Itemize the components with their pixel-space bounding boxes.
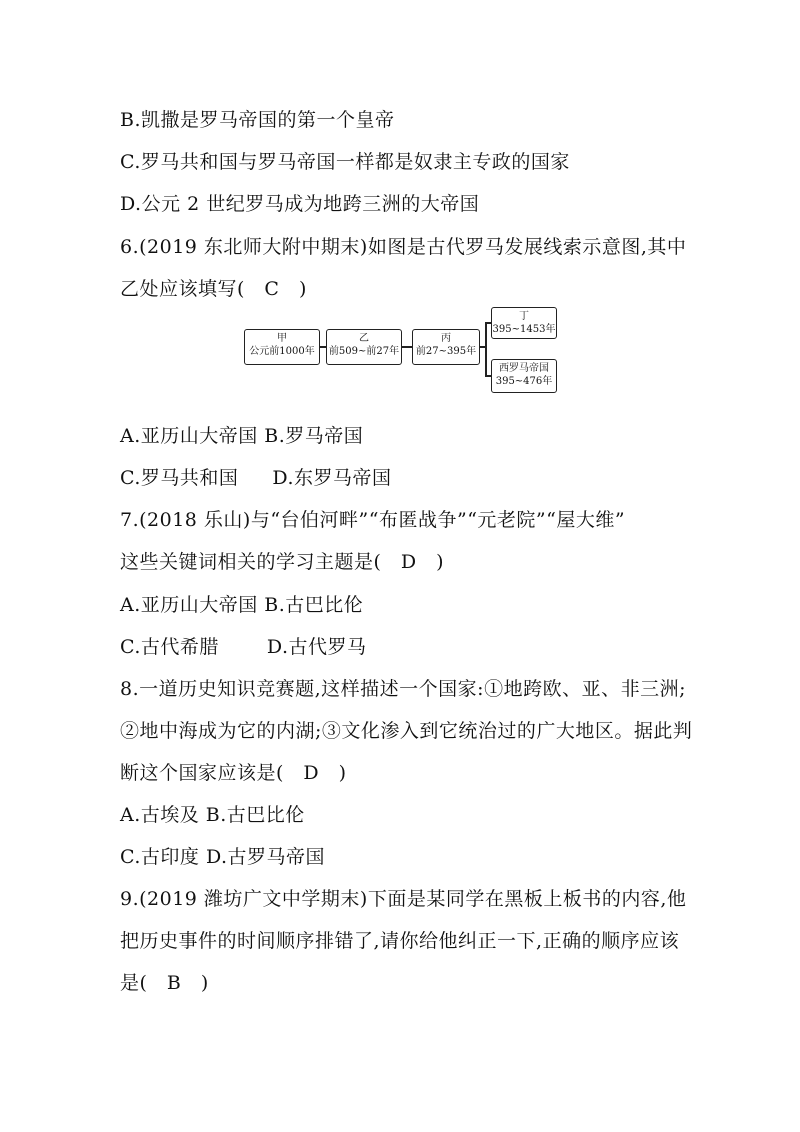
diagram-box-ding bbox=[491, 307, 557, 339]
diagram-box-yi bbox=[326, 329, 402, 365]
box-title: 甲 bbox=[277, 333, 287, 344]
q7-option-c: C.古代希腊 bbox=[120, 636, 219, 658]
box-years: 前27~395年 bbox=[415, 346, 477, 357]
q8-options-row1: A.古埃及 B.古巴比伦 bbox=[120, 804, 305, 826]
q6-option-d: D.东罗马帝国 bbox=[272, 467, 392, 489]
q5-option-d: D.公元 2 世纪罗马成为地跨三洲的大帝国 bbox=[120, 193, 480, 215]
box-years: 公元前1000年 bbox=[249, 346, 315, 357]
box-title: 乙 bbox=[359, 333, 369, 344]
q5-option-b: B.凯撒是罗马帝国的第一个皇帝 bbox=[120, 109, 395, 131]
q9-stem-line1: 9.(2019 潍坊广文中学期末)下面是某同学在黑板上板书的内容,他 bbox=[120, 888, 687, 910]
q8-stem-line2: ②地中海成为它的内湖;③文化渗入到它统治过的广大地区。据此判 bbox=[120, 720, 693, 742]
q6-option-c: C.罗马共和国 bbox=[120, 467, 239, 489]
q7-stem-line2: 这些关键词相关的学习主题是( D ) bbox=[120, 551, 445, 573]
box-title: 西罗马帝国 bbox=[499, 363, 549, 374]
q7-options-row1: A.亚历山大帝国 B.古巴比伦 bbox=[120, 594, 364, 616]
q7-options-row2 bbox=[120, 634, 367, 660]
diagram-box-western-rome bbox=[491, 359, 557, 393]
connector-branch bbox=[485, 322, 487, 376]
q9-stem-line3: 是( B ) bbox=[120, 972, 209, 994]
box-title: 丙 bbox=[441, 333, 451, 344]
q6-stem-line1: 6.(2019 东北师大附中期末)如图是古代罗马发展线索示意图,其中 bbox=[120, 236, 687, 258]
diagram-box-bing bbox=[412, 329, 480, 365]
q7-option-d: D.古代罗马 bbox=[266, 636, 367, 658]
box-title: 丁 bbox=[519, 311, 529, 322]
q7-stem-line1: 7.(2018 乐山)与“台伯河畔”“布匿战争”“元老院”“屋大维” bbox=[120, 509, 626, 531]
box-years: 395~1453年 bbox=[492, 324, 556, 335]
q6-options-row1: A.亚历山大帝国 B.罗马帝国 bbox=[120, 425, 364, 447]
diagram-box-jia bbox=[244, 329, 320, 365]
rome-timeline-diagram bbox=[244, 307, 564, 399]
q5-option-c: C.罗马共和国与罗马帝国一样都是奴隶主专政的国家 bbox=[120, 151, 570, 173]
connector-line bbox=[402, 346, 412, 348]
q8-stem-line3: 断这个国家应该是( D ) bbox=[120, 762, 347, 784]
q6-options-row2 bbox=[120, 465, 392, 491]
q9-stem-line2: 把历史事件的时间顺序排错了,请你给他纠正一下,正确的顺序应该 bbox=[120, 930, 680, 952]
q6-stem-line2: 乙处应该填写( C ) bbox=[120, 278, 307, 300]
q8-stem-line1: 8.一道历史知识竞赛题,这样描述一个国家:①地跨欧、亚、非三洲; bbox=[120, 678, 686, 700]
box-years: 395~476年 bbox=[495, 376, 553, 387]
box-years: 前509~前27年 bbox=[328, 346, 400, 357]
q8-options-row2: C.古印度 D.古罗马帝国 bbox=[120, 846, 326, 868]
